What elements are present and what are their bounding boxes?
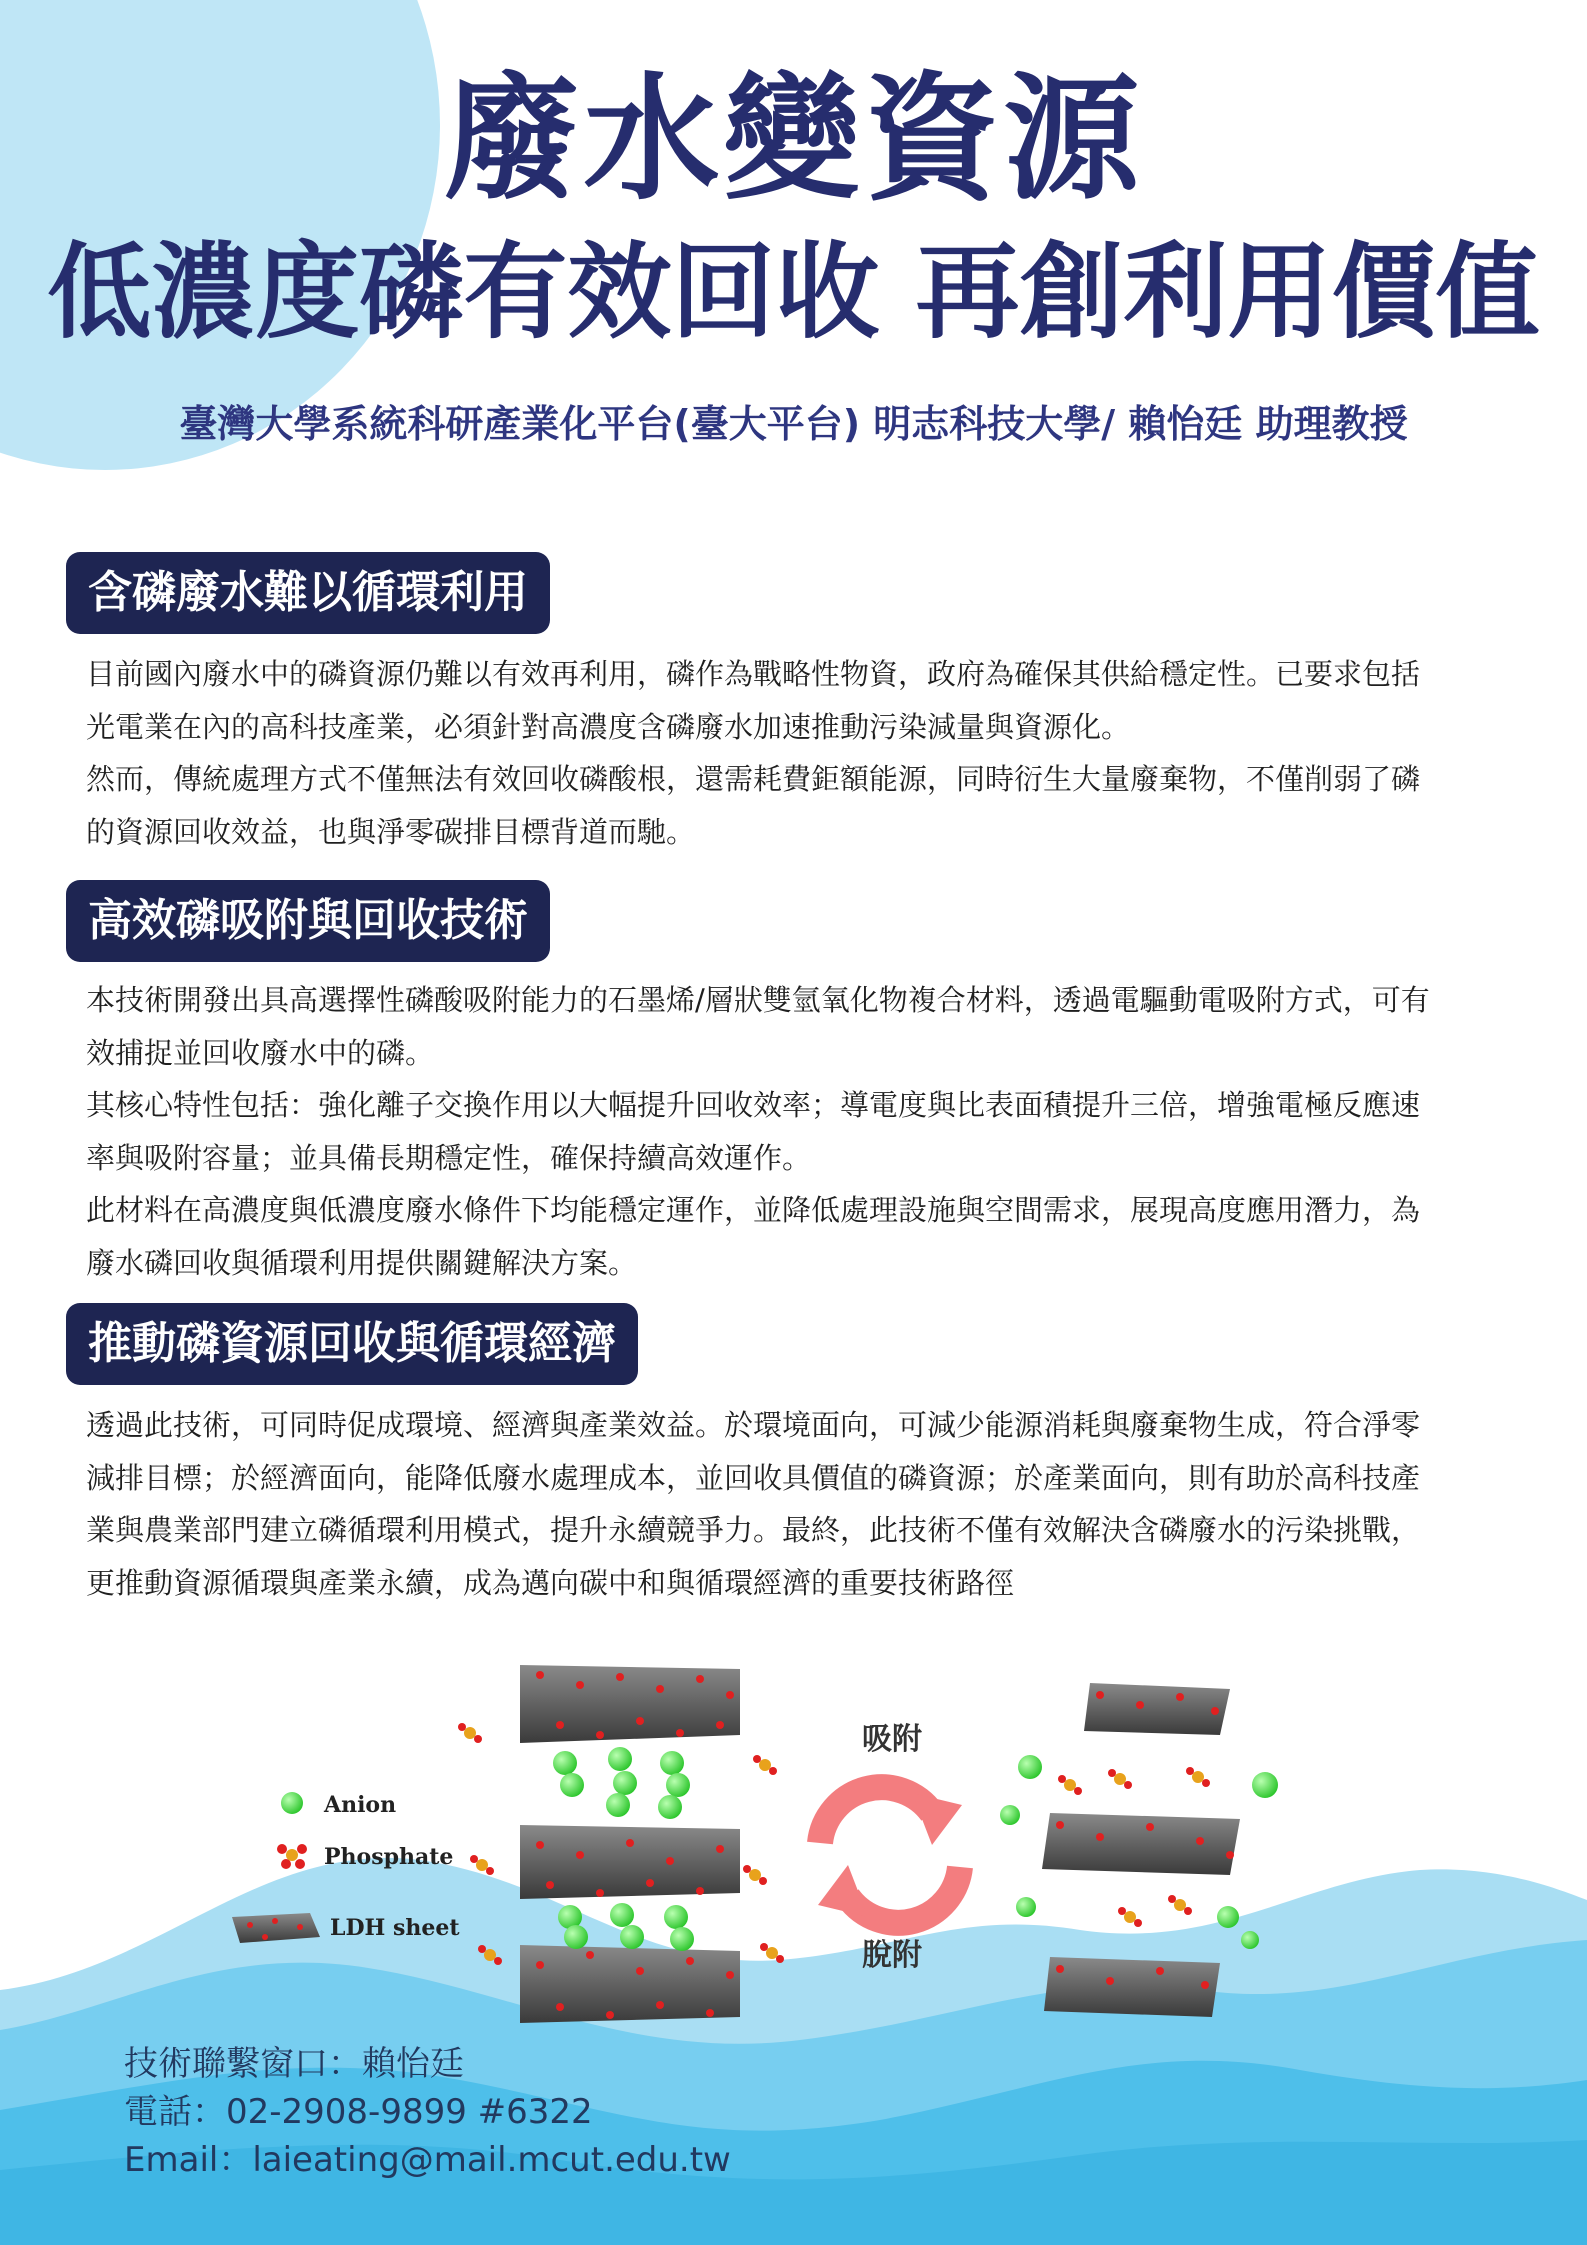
cycle-arrowhead-bottom — [818, 1865, 868, 1917]
affiliation-line: 臺灣大學系統科研產業化平台(臺大平台) 明志科技大學/ 賴怡廷 助理教授 — [179, 402, 1408, 446]
figure-legend — [232, 1792, 460, 1943]
page-title: 廢水變資源 — [443, 61, 1144, 219]
ldh-stack-adsorbed — [520, 1665, 740, 2023]
section-heading-adsorption-technology: 高效磷吸附與回收技術 — [66, 880, 550, 962]
legend-ldh-label: LDH sheet — [330, 1915, 460, 1941]
paragraph: 然而，傳統處理方式不僅無法有效回收磷酸根，還需耗費鉅額能源，同時衍生大量廢棄物，不僅削弱了磷的資源回收效益，也與淨零碳排目標背道而馳。 — [86, 762, 1421, 849]
section-body-phosphorus-wastewater — [86, 648, 1431, 858]
contact-person: 技術聯繫窗口：賴怡廷 — [124, 2044, 464, 2084]
contact-phone: 電話：02-2908-9899 #6322 — [124, 2092, 593, 2132]
page-subtitle: 低濃度磷有效回收 再創利用價值 — [47, 231, 1540, 353]
section-body-adsorption-technology — [86, 974, 1431, 1289]
section-heading-phosphorus-wastewater: 含磷廢水難以循環利用 — [66, 552, 550, 634]
anion-legend-icon — [281, 1792, 303, 1814]
desorption-label: 脫附 — [862, 1938, 922, 1973]
paragraph: 此材料在高濃度與低濃度廢水條件下均能穩定運作，並降低處理設施與空間需求，展現高度應用潛力，為廢水磷回收與循環利用提供關鍵解決方案。 — [86, 1193, 1421, 1280]
legend-anion-label: Anion — [324, 1792, 397, 1818]
paragraph: 透過此技術，可同時促成環境、經濟與產業效益。於環境面向，可減少能源消耗與廢棄物生成，符合淨零減排目標；於經濟面向，能降低廢水處理成本，並回收具價值的磷資源；於產業面向，則有助於高科技產業與農業部門建立磷循環利用模式，提升永續競爭力。最終，此技術不僅有效解決含磷廢水的污染挑戰，更推動資源循環與產業永續，成為邁向碳中和與循環經濟的重要技術路徑 — [86, 1408, 1421, 1600]
contact-info — [124, 2040, 731, 2184]
section-body-circular-economy — [86, 1399, 1431, 1609]
phosphate-legend-icon — [277, 1844, 307, 1869]
paragraph: 目前國內廢水中的磷資源仍難以有效再利用，磷作為戰略性物資，政府為確保其供給穩定性。已要求包括光電業在內的高科技產業，必須針對高濃度含磷廢水加速推動污染減量與資源化。 — [86, 657, 1421, 744]
contact-email[interactable]: Email：laieating@mail.mcut.edu.tw — [124, 2140, 731, 2180]
legend-phosphate-label: Phosphate — [324, 1844, 454, 1870]
paragraph: 其核心特性包括：強化離子交換作用以大幅提升回收效率；導電度與比表面積提升三倍，增強電極反應速率與吸附容量；並具備長期穩定性，確保持續高效運作。 — [86, 1088, 1421, 1175]
ldh-stack-desorbed — [1042, 1683, 1240, 2017]
ldh-sheet-legend-icon — [232, 1913, 320, 1943]
cycle-arrowhead-top — [912, 1793, 962, 1845]
ldh-adsorption-figure — [220, 1655, 1300, 2035]
paragraph: 本技術開發出具高選擇性磷酸吸附能力的石墨烯/層狀雙氫氧化物複合材料，透過電驅動電吸附方式，可有效捕捉並回收廢水中的磷。 — [86, 983, 1430, 1070]
section-heading-circular-economy: 推動磷資源回收與循環經濟 — [66, 1303, 638, 1385]
adsorption-label: 吸附 — [862, 1722, 922, 1757]
